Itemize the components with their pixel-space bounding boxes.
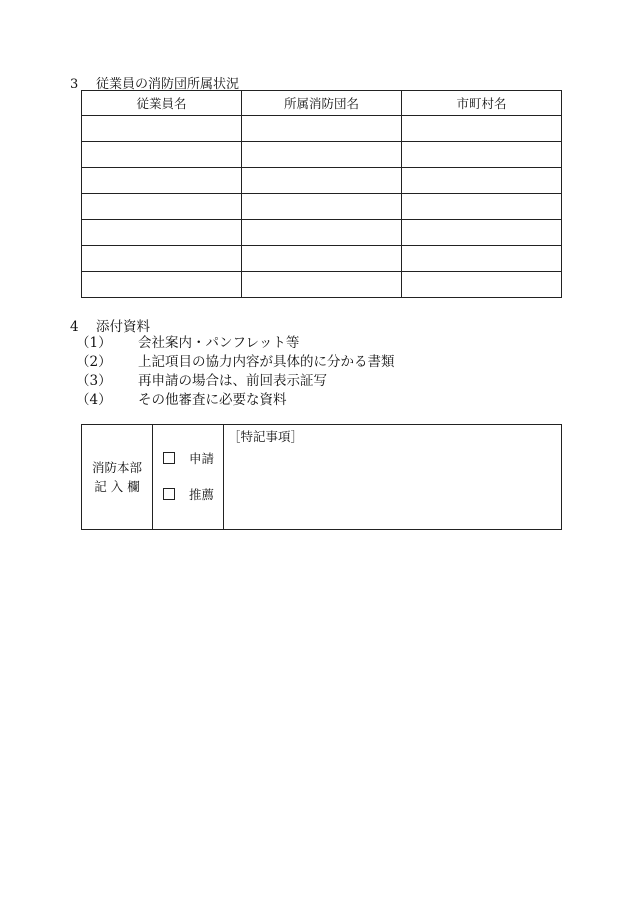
cell-employee-name[interactable] [82,220,242,246]
option-recommendation-label: 推薦 [189,487,215,502]
special-notes-field[interactable] [224,425,562,530]
cell-brigade-name[interactable] [242,168,402,194]
special-notes-label: ［特記事項］ [228,429,304,444]
fire-hq-label [82,425,153,530]
header-municipality: 市町村名 [402,91,562,116]
section4-number: 4 [70,319,79,335]
list-item [76,391,395,410]
list-item-text: 再申請の場合は、前回表示証写 [138,373,327,389]
cell-employee-name[interactable] [82,272,242,298]
cell-employee-name[interactable] [82,168,242,194]
cell-brigade-name[interactable] [242,194,402,220]
checkbox-icon[interactable] [163,488,175,500]
fire-hq-label-line2: 記 入 欄 [94,479,140,494]
cell-employee-name[interactable] [82,246,242,272]
list-item-index: （4） [76,392,112,408]
table-header-row [82,91,562,116]
list-item [76,372,395,391]
list-item-index: （2） [76,354,112,370]
cell-employee-name[interactable] [82,142,242,168]
cell-municipality[interactable] [402,168,562,194]
cell-municipality[interactable] [402,246,562,272]
list-item-index: （3） [76,373,112,389]
section4-heading [70,315,150,335]
list-item [76,353,395,372]
attachment-list [76,334,395,410]
cell-municipality[interactable] [402,272,562,298]
fire-hq-entry-box [81,424,562,530]
checkbox-icon[interactable] [163,452,175,464]
cell-employee-name[interactable] [82,194,242,220]
section3-title: 従業員の消防団所属状況 [96,77,240,92]
fire-hq-options [153,425,224,530]
list-item [76,334,395,353]
table-row [82,116,562,142]
list-item-text: 上記項目の協力内容が具体的に分かる書類 [138,354,395,370]
option-recommendation[interactable] [163,477,223,513]
option-application[interactable] [163,441,223,477]
table-row [82,220,562,246]
cell-employee-name[interactable] [82,116,242,142]
list-item-text: その他審査に必要な資料 [138,392,287,408]
cell-brigade-name[interactable] [242,246,402,272]
cell-brigade-name[interactable] [242,142,402,168]
option-application-label: 申請 [189,451,215,466]
cell-brigade-name[interactable] [242,116,402,142]
header-employee-name: 従業員名 [82,91,242,116]
cell-brigade-name[interactable] [242,220,402,246]
table-row [82,272,562,298]
section3-number: 3 [70,77,79,92]
table-row [82,142,562,168]
cell-municipality[interactable] [402,220,562,246]
list-item-index: （1） [76,335,112,351]
header-brigade-name: 所属消防団名 [242,91,402,116]
cell-municipality[interactable] [402,194,562,220]
table-row [82,194,562,220]
table-row [82,246,562,272]
cell-municipality[interactable] [402,116,562,142]
fire-hq-label-line1: 消防本部 [91,460,142,475]
cell-municipality[interactable] [402,142,562,168]
cell-brigade-name[interactable] [242,272,402,298]
staff-fire-brigade-table [81,90,562,298]
list-item-text: 会社案内・パンフレット等 [138,335,300,351]
table-row [82,168,562,194]
section4-title: 添付資料 [96,319,150,335]
